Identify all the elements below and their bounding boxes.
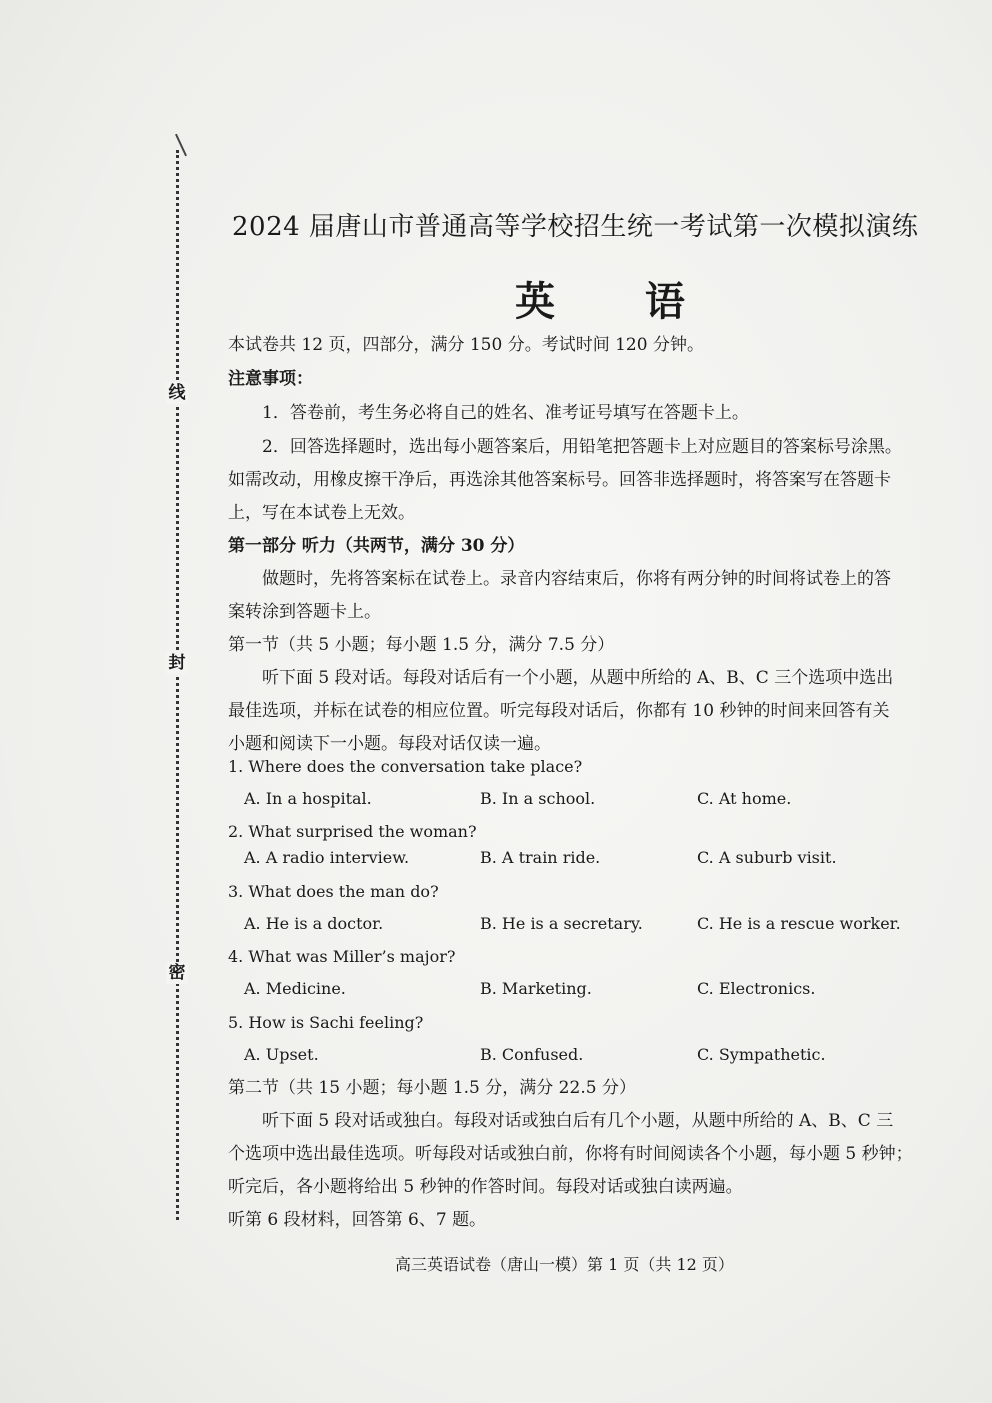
material-6-instruction: 听第 6 段材料，回答第 6、7 题。 [228,1210,487,1230]
binding-dotted-line [176,150,179,1220]
binding-mark-mi: 密 [166,962,188,984]
question-3-option-b: B. He is a secretary. [480,914,643,933]
binding-mark-feng: 封 [166,652,188,674]
question-4-option-b: B. Marketing. [480,979,592,998]
binding-mark-xian: 线 [166,382,188,404]
question-5-option-c: C. Sympathetic. [697,1045,826,1064]
part1-instruction-line1: 做题时，先将答案标在试卷上。录音内容结束后，你将有两分钟的时间将试卷上的答 [262,569,891,589]
question-2-option-b: B. A train ride. [480,848,601,867]
exam-title: 2024 届唐山市普通高等学校招生统一考试第一次模拟演练 [232,212,919,242]
question-1-option-b: B. In a school. [480,789,596,808]
section1-instruction-line1: 听下面 5 段对话。每段对话后有一个小题，从题中所给的 A、B、C 三个选项中选出 [262,668,894,688]
question-2-stem: 2. What surprised the woman? [228,822,477,841]
question-3-option-c: C. He is a rescue worker. [697,914,901,933]
question-2-option-c: C. A suburb visit. [697,848,837,867]
section2-instruction-line1: 听下面 5 段对话或独白。每段对话或独白后有几个小题，从题中所给的 A、B、C 三 [262,1111,894,1131]
question-1-option-c: C. At home. [697,789,792,808]
question-5-stem: 5. How is Sachi feeling? [228,1013,424,1032]
page-footer: 高三英语试卷（唐山一模）第 1 页（共 12 页） [395,1255,734,1274]
subject-title: 英 语 [515,278,723,325]
question-4-option-c: C. Electronics. [697,979,816,998]
question-5-option-a: A. Upset. [244,1045,319,1064]
section1-heading: 第一节（共 5 小题；每小题 1.5 分，满分 7.5 分） [228,635,615,655]
question-4-stem: 4. What was Miller’s major? [228,947,456,966]
notice-item-1: 1．答卷前，考生务必将自己的姓名、准考证号填写在答题卡上。 [262,403,749,423]
part1-heading: 第一部分 听力（共两节，满分 30 分） [228,536,525,556]
notice-item-2-line2: 如需改动，用橡皮擦干净后，再选涂其他答案标号。回答非选择题时，将答案写在答题卡 [228,470,891,490]
question-3-stem: 3. What does the man do? [228,882,439,901]
question-3-option-a: A. He is a doctor. [244,914,384,933]
section2-instruction-line3: 听完后，各小题将给出 5 秒钟的作答时间。每段对话或独白读两遍。 [228,1177,743,1197]
question-1-stem: 1. Where does the conversation take place? [228,757,583,776]
notice-item-2-line3: 上，写在本试卷上无效。 [228,503,415,523]
section1-instruction-line2: 最佳选项，并标在试卷的相应位置。听完每段对话后，你都有 10 秒钟的时间来回答有关 [228,701,890,721]
section2-heading: 第二节（共 15 小题；每小题 1.5 分，满分 22.5 分） [228,1078,636,1098]
section1-instruction-line3: 小题和阅读下一小题。每段对话仅读一遍。 [228,734,551,754]
question-1-option-a: A. In a hospital. [244,789,372,808]
notice-heading: 注意事项： [228,369,313,389]
part1-instruction-line2: 案转涂到答题卡上。 [228,602,381,622]
question-2-option-a: A. A radio interview. [244,848,410,867]
notice-item-2-line1: 2．回答选择题时，选出每小题答案后，用铅笔把答题卡上对应题目的答案标号涂黑。 [262,437,902,457]
question-4-option-a: A. Medicine. [244,979,346,998]
paper-summary: 本试卷共 12 页，四部分，满分 150 分。考试时间 120 分钟。 [228,335,704,355]
question-5-option-b: B. Confused. [480,1045,584,1064]
section2-instruction-line2: 个选项中选出最佳选项。听每段对话或独白前，你将有时间阅读各个小题，每小题 5 秒钟； [228,1144,913,1164]
